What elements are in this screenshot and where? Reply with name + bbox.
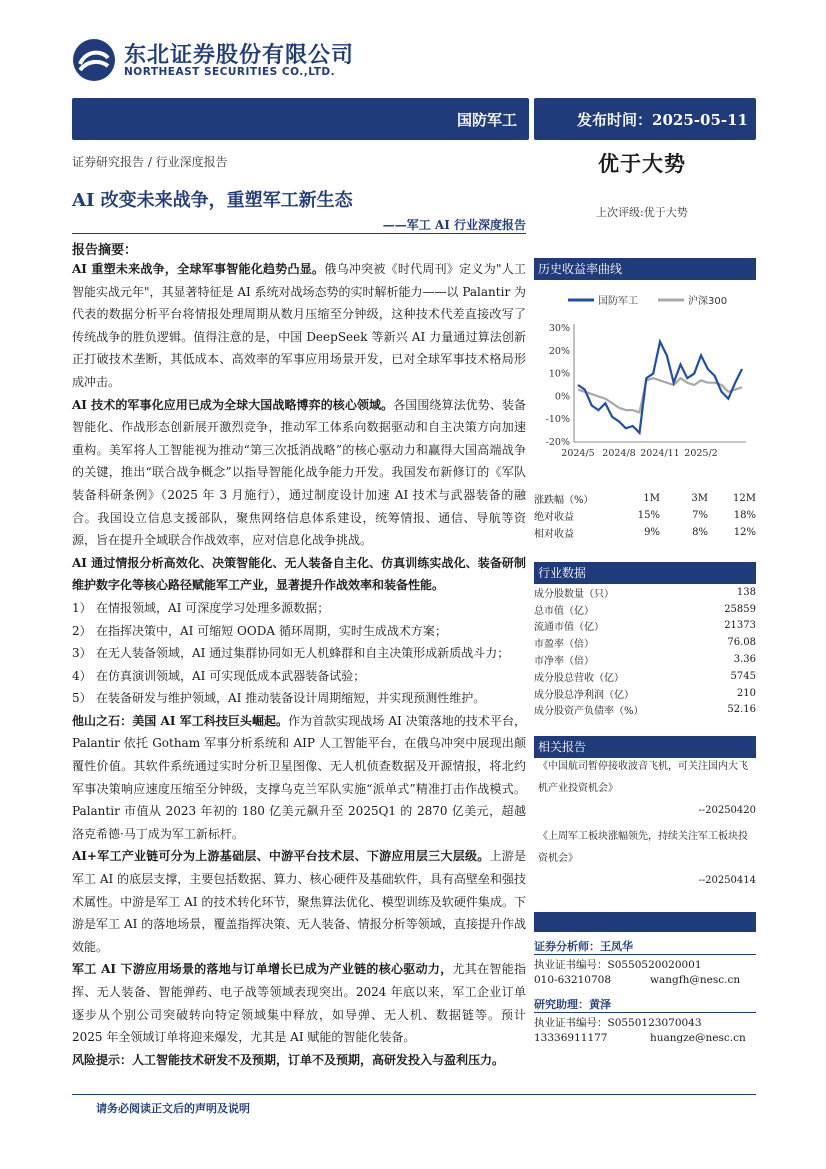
table-cell: 15% — [637, 510, 660, 521]
table-row — [534, 601, 756, 618]
list-item — [72, 642, 526, 665]
y-tick-label: -20% — [545, 437, 570, 448]
table-row — [534, 507, 756, 524]
table-cell: 5745 — [730, 670, 756, 682]
series-line-defense — [578, 342, 742, 433]
table-cell: 市净率（倍） — [534, 656, 594, 668]
table-cell: 21373 — [724, 620, 756, 632]
paragraph-6-text: 尤其在智能指挥、无人装备、智能弹药、电子战等领域表现突出。2024 年底以来，军工企业订单逐步从个别公司突破转向特定领域集中释放，如导弹、无人机、数据链等。预计 2025 年全领域订单将迎来爆发，尤其是 AI 赋能的智能化装备。 — [72, 962, 526, 1045]
table-cell: 8% — [692, 527, 708, 538]
paragraph-6-lead: 军工 AI 下游应用场景的落地与订单增长已成为产业链的核心驱动力， — [72, 962, 453, 977]
paragraph-5-lead: AI+军工产业链可分为上游基础层、中游平台技术层、下游应用层三大层级。 — [72, 849, 490, 864]
list-number: 5） — [72, 691, 92, 706]
analyst-2-email[interactable]: huangze@nesc.cn — [650, 1032, 746, 1044]
analyst-2-cert: 执业证书编号：S0550123070043 — [534, 1017, 702, 1029]
publish-date-bar — [534, 98, 756, 140]
table-header: 12M — [733, 493, 756, 504]
paragraph-5 — [72, 845, 526, 958]
analyst-1-email[interactable]: wangfh@nesc.cn — [650, 974, 741, 986]
return-line-chart — [534, 284, 756, 464]
performance-table — [534, 490, 756, 541]
legend-label-b: 沪深300 — [688, 296, 728, 307]
company-name-en: NORTHEAST SECURITIES CO.,LTD. — [124, 66, 336, 78]
analyst-divider — [534, 1012, 756, 1013]
paragraph-1-lead: AI 重塑未来战争，全球军事智能化趋势凸显。 — [72, 262, 325, 276]
table-header: 涨跌幅（%） — [534, 495, 594, 506]
table-row — [534, 702, 756, 719]
table-header-row — [534, 490, 756, 507]
paragraph-2 — [72, 394, 526, 552]
section-industry-data: 行业数据 — [534, 562, 756, 584]
sector-label: 国防军工 — [456, 110, 517, 129]
list-number: 3） — [72, 646, 92, 661]
y-tick-label: 0% — [554, 391, 570, 403]
paragraph-4 — [72, 710, 526, 846]
x-tick-label: 2025/2 — [684, 448, 718, 459]
table-header: 1M — [643, 493, 660, 504]
paragraph-3 — [72, 552, 526, 597]
table-row — [534, 584, 756, 601]
list-number: 1） — [72, 600, 92, 615]
industry-data-table — [534, 584, 756, 718]
paragraph-6 — [72, 958, 526, 1048]
analyst-2-phone: 13336911177 — [534, 1032, 608, 1044]
table-cell: 52.16 — [727, 704, 756, 716]
report-title: AI 改变未来战争，重塑军工新生态 — [72, 190, 353, 211]
paragraph-3-lead: AI 通过情报分析高效化、决策智能化、无人装备自主化、仿真训练实战化、装备研制维护数字化等核心路径赋能军工产业，显著提升作战效率和装备性能。 — [72, 555, 526, 593]
table-cell: 成分股总营收（亿） — [534, 672, 624, 684]
table-header: 3M — [691, 493, 708, 504]
y-tick-label: -10% — [545, 414, 570, 426]
analyst-2-name: 研究助理：黄泽 — [534, 998, 611, 1011]
paragraph-5-text: 上游是军工 AI 的底层支撑，主要包括数据、算力、核心硬件及基础软件，具有高壁垒和强技术属性。中游是军工 AI 的技术转化环节，聚焦算法优化、模型训练及软硬件集成。下游是军工 AI 的落地场景，覆盖指挥决策、无人装备、情报分析等领域，直接提升作战效能。 — [72, 849, 526, 954]
table-cell: 成分股数量（只） — [534, 588, 614, 600]
table-row — [534, 634, 756, 651]
table-cell: 9% — [644, 527, 660, 538]
table-cell: 7% — [692, 510, 708, 521]
table-row — [534, 524, 756, 541]
x-tick-label: 2024/8 — [602, 448, 636, 459]
list-text: 在装备研发与维护领域，AI 推动装备设计周期缩短，并实现预测性维护。 — [96, 691, 486, 706]
list-text: 在情报领域，AI 可深度学习处理多源数据； — [96, 600, 330, 615]
table-cell: 成分股资产负债率（%） — [534, 706, 644, 718]
list-number: 2） — [72, 623, 92, 638]
analyst-divider — [534, 954, 756, 955]
analyst-1-name: 证券分析师：王凤华 — [534, 940, 633, 953]
abstract-body — [72, 258, 526, 1071]
related-report-title[interactable]: 《上周军工板块涨幅领先，持续关注军工板块投资机会》 — [538, 831, 748, 864]
list-text: 在仿真演训领域，AI 可实现低成本武器装备试验； — [96, 668, 366, 683]
section-analysts-bar — [534, 912, 756, 932]
table-cell: 市盈率（倍） — [534, 639, 594, 651]
paragraph-2-text: 各国围绕算法优势、装备智能化、作战形态创新展开激烈竞争，推动军工体系向数据驱动和自主决策方向加速重构。美军将人工智能视为推动“第三次抵消战略”的核心驱动力和赢得大国高端战争的关键，推出“联合战争概念”以指导智能化战争能力开发。我国发布新修订的《军队装备科研条例》（2025 年 3 月施行），通过制度设计加速 AI 技术与武器装备的融合。我国设立信息支援部队，聚焦网络信息体系建设，统筹情报、通信、导航等资源，旨在提升全域联合作战效率，应对信息化战争挑战。 — [72, 397, 526, 548]
paragraph-1 — [72, 258, 526, 394]
legend-label-a: 国防军工 — [598, 296, 638, 307]
table-row — [534, 668, 756, 685]
risk-warning-text: 风险提示：人工智能技术研发不及预期，订单不及预期，高研发投入与盈利压力。 — [72, 1052, 505, 1067]
y-tick-label: 10% — [548, 368, 570, 380]
list-item — [72, 687, 526, 710]
publish-date: 发布时间：2025-05-11 — [577, 110, 748, 129]
table-cell: 138 — [736, 586, 756, 598]
table-cell: 76.08 — [727, 637, 756, 649]
related-report-date: --20250414 — [698, 875, 756, 886]
related-report-date: --20250420 — [698, 805, 756, 816]
table-cell: 210 — [736, 687, 756, 699]
table-cell: 25859 — [724, 603, 756, 615]
y-tick-label: 20% — [548, 345, 570, 357]
rating: 优于大势 — [598, 151, 686, 176]
section-related-reports: 相关报告 — [534, 736, 756, 758]
sector-bar — [72, 98, 529, 140]
report-subtitle: ——军工 AI 行业深度报告 — [382, 218, 526, 232]
list-item — [72, 620, 526, 643]
previous-rating: 上次评级:优于大势 — [596, 206, 688, 219]
table-cell: 18% — [733, 510, 756, 521]
table-cell: 成分股总净利润（亿） — [534, 689, 634, 701]
paragraph-4-text: 作为首款实现战场 AI 决策落地的技术平台，Palantir 依托 Gotham 军事分析系统和 AIP 人工智能平台，在俄乌冲突中展现出颠覆性价值。其软件系统通过实时分析卫星图像、无人机侦查数据及开源情报，将北约军事决策响应速度压缩至分钟级，支撑乌克兰军队实施“派单式”精准打击作战模式。Palantir 市值从 2023 年初的 180 亿美元飙升至 2025Q1 的 2870 亿美元，超越洛克希德·马丁成为军工新标杆。 — [72, 713, 527, 841]
company-name-cn: 东北证券股份有限公司 — [124, 43, 355, 68]
paragraph-1-text: 俄乌冲突被《时代周刊》定义为"人工智能实战元年"，其显著特征是 AI 系统对战场态势的实时解析能力——以 Palantir 为代表的数据分析平台将情报处理周期从数月压缩至分钟级，这种技术代差直接改写了传统战争的胜负逻辑。值得注意的是，中国 DeepSeek 等新兴 AI 力量通过算法创新正打破技术垄断，其低成本、高效率的军事应用场景开发，已对全球军事技术格局形成冲击。 — [72, 262, 526, 389]
table-cell: 总市值（亿） — [534, 605, 594, 617]
table-row — [534, 618, 756, 635]
list-text: 在无人装备领域，AI 通过集群协同如无人机蜂群和自主决策形成新质战斗力； — [96, 646, 510, 661]
report-type: 证券研究报告 / 行业深度报告 — [72, 155, 228, 169]
table-row — [534, 651, 756, 668]
analyst-1-phone: 010-63210708 — [534, 974, 612, 986]
title-divider — [72, 233, 526, 234]
footer-divider — [72, 1094, 756, 1095]
related-report-title[interactable]: 《中国航司暂停接收波音飞机，可关注国内大飞机产业投资机会》 — [538, 761, 748, 794]
y-tick-label: 30% — [548, 323, 570, 334]
x-tick-label: 2024/5 — [561, 448, 595, 459]
table-row — [534, 685, 756, 702]
list-item — [72, 665, 526, 688]
table-cell: 12% — [733, 527, 756, 538]
x-tick-label: 2024/11 — [640, 448, 680, 459]
company-logo-icon — [72, 38, 116, 82]
list-text: 在指挥决策中，AI 可缩短 OODA 循环周期，实时生成战术方案； — [96, 623, 447, 638]
list-item — [72, 597, 526, 620]
paragraph-2-lead: AI 技术的军事化应用已成为全球大国战略博弈的核心领域。 — [72, 397, 394, 412]
list-number: 4） — [72, 668, 92, 683]
table-cell: 3.36 — [733, 654, 756, 666]
footer-disclaimer: 请务必阅读正文后的声明及说明 — [96, 1102, 250, 1115]
analyst-1-cert: 执业证书编号：S0550520020001 — [534, 959, 702, 971]
table-cell: 绝对收益 — [534, 512, 574, 523]
abstract-heading: 报告摘要： — [72, 243, 138, 258]
risk-warning — [72, 1049, 526, 1072]
paragraph-4-lead: 他山之石：美国 AI 军工科技巨头崛起。 — [72, 713, 289, 728]
table-cell: 流通市值（亿） — [534, 622, 604, 634]
section-perf-chart: 历史收益率曲线 — [534, 258, 756, 280]
related-report-list — [538, 756, 756, 892]
table-cell: 相对收益 — [534, 529, 574, 540]
